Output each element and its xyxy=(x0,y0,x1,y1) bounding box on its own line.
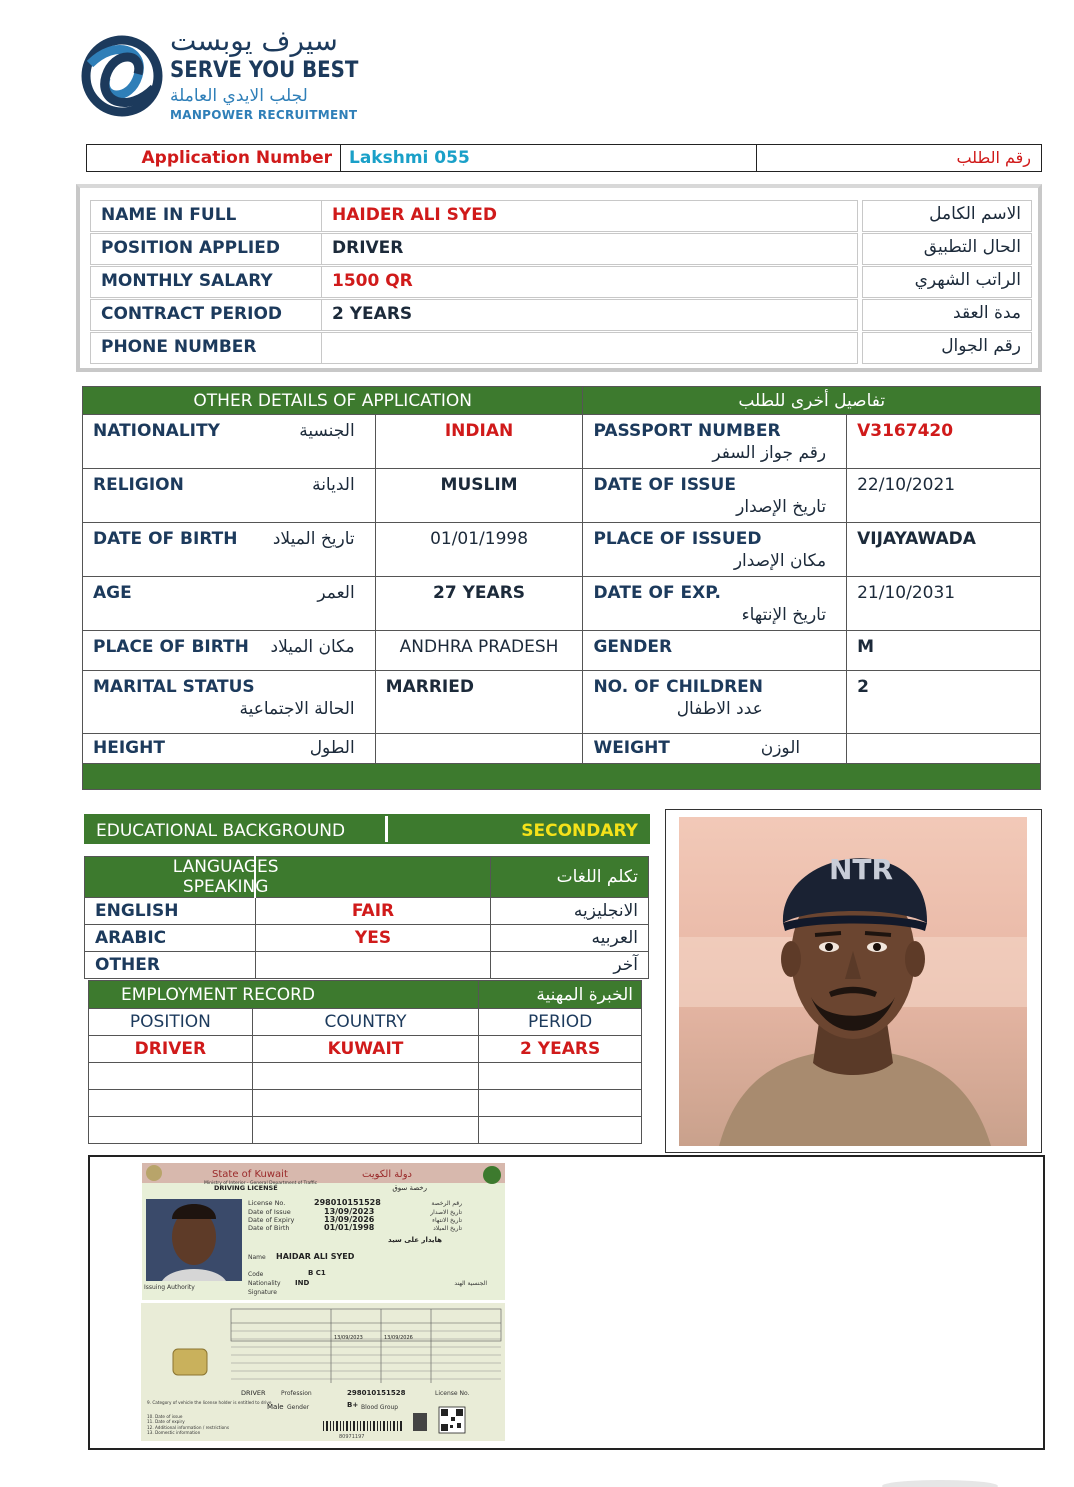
language-row xyxy=(85,952,649,979)
kuwait-emblem-icon xyxy=(146,1165,162,1181)
brand-subtitle-arabic: لجلب الايدي العاملة xyxy=(170,86,308,106)
license-back-gender: Male xyxy=(267,1403,284,1411)
application-number-label-arabic: رقم الطلب xyxy=(956,148,1031,167)
qr-code-icon xyxy=(439,1407,465,1433)
license-barcode-number: 80971197 xyxy=(339,1434,365,1440)
education-label: EDUCATIONAL BACKGROUND xyxy=(86,816,388,842)
detail-row xyxy=(83,415,1041,469)
license-back-expiry-date: 13/09/2026 xyxy=(384,1335,413,1341)
detail-label-arabic: تاريخ الإصدار xyxy=(736,497,827,517)
personal-info-box xyxy=(76,184,1042,372)
employment-period xyxy=(479,1090,642,1117)
detail-label: DATE OF ISSUE تاريخ الإصدار xyxy=(583,469,847,523)
license-doc-title: DRIVING LICENSE xyxy=(214,1184,278,1192)
education-row xyxy=(84,814,650,844)
detail-label: MARITAL STATUS الحالة الاجتماعية xyxy=(83,671,376,734)
application-number-row xyxy=(86,144,1042,172)
license-back-note: 12. Additional information / restrictions xyxy=(147,1425,230,1430)
detail-label: HEIGHT الطول xyxy=(83,734,376,764)
license-back-note: 13. Domestic information xyxy=(147,1430,201,1435)
license-field-value: 13/09/2026 xyxy=(324,1215,375,1224)
license-holder-name: HAIDAR ALI SYED xyxy=(276,1252,355,1261)
license-nationality-label: Nationality xyxy=(248,1280,281,1287)
field-value: 2 YEARS xyxy=(322,299,858,331)
detail-label: NO. OF CHILDREN عدد الاطفال xyxy=(583,671,847,734)
field-label: CONTRACT PERIOD xyxy=(90,299,322,331)
detail-label-arabic: تاريخ الميلاد xyxy=(272,529,355,549)
personal-row xyxy=(90,266,1032,298)
license-field-label: Date of Expiry xyxy=(248,1216,295,1224)
field-label-arabic: الراتب الشهري xyxy=(862,266,1032,298)
detail-label: GENDER xyxy=(583,631,847,671)
language-level: FAIR xyxy=(255,898,490,925)
license-authority: Issuing Authority xyxy=(144,1284,195,1291)
language-name: ENGLISH xyxy=(85,898,256,925)
license-code: B C1 xyxy=(308,1269,326,1277)
detail-label-arabic: الطول xyxy=(309,738,355,758)
detail-label: AGE العمر xyxy=(83,577,376,631)
detail-label-arabic: عدد الاطفال xyxy=(676,699,763,719)
employment-period xyxy=(479,1117,642,1144)
brand-subtitle: MANPOWER RECRUITMENT xyxy=(170,108,358,122)
detail-value: MUSLIM xyxy=(375,469,583,523)
employment-country: KUWAIT xyxy=(252,1036,479,1063)
company-logo-icon xyxy=(76,30,168,122)
detail-label-arabic: الحالة الاجتماعية xyxy=(239,699,355,719)
detail-value xyxy=(847,734,1041,764)
license-nationality-arabic: الجنسية الهند xyxy=(454,1280,487,1287)
detail-value: MARRIED xyxy=(375,671,583,734)
detail-value: 2 xyxy=(847,671,1041,734)
brand-name: SERVE YOU BEST xyxy=(170,58,359,83)
field-label-arabic: مدة العقد xyxy=(862,299,1032,331)
license-code-label: Code xyxy=(248,1271,264,1278)
detail-value: INDIAN xyxy=(375,415,583,469)
detail-value: 22/10/2021 xyxy=(847,469,1041,523)
license-back-note: 9. Category of vehicle the license holder is entitled to drive xyxy=(147,1400,272,1405)
other-details-table xyxy=(82,386,1041,790)
column-header: POSITION xyxy=(89,1009,253,1036)
language-name-arabic: العربيه xyxy=(491,925,649,952)
field-label: MONTHLY SALARY xyxy=(90,266,322,298)
language-name: ARABIC xyxy=(85,925,256,952)
detail-label-arabic: الوزن xyxy=(760,738,801,758)
detail-row xyxy=(83,523,1041,577)
employment-country xyxy=(252,1063,479,1090)
application-number-label: Application Number xyxy=(87,145,341,171)
license-title-arabic: دولة الكويت xyxy=(362,1169,412,1180)
detail-row xyxy=(83,577,1041,631)
detail-label: PLACE OF ISSUED مكان الإصدار xyxy=(583,523,847,577)
license-back-note: 11. Date of expiry xyxy=(147,1419,185,1424)
employment-position xyxy=(89,1063,253,1090)
detail-label-arabic: الديانة xyxy=(312,475,355,495)
field-label: NAME IN FULL xyxy=(90,200,322,232)
license-ministry: Ministry of Interior - General Department of Traffic xyxy=(204,1181,318,1186)
brand-name-arabic: سيرف يوبست xyxy=(170,24,338,57)
field-label-arabic: الاسم الكامل xyxy=(862,200,1032,232)
license-back-blood-label: Blood Group xyxy=(361,1404,399,1411)
detail-label: DATE OF BIRTH تاريخ الميلاد xyxy=(83,523,376,577)
license-doc-title-arabic: رخصة سوق xyxy=(392,1184,427,1192)
detail-value: VIJAYAWADA xyxy=(847,523,1041,577)
detail-row xyxy=(83,734,1041,764)
column-header: COUNTRY xyxy=(252,1009,479,1036)
svg-text:NTR: NTR xyxy=(829,853,894,886)
detail-label: NATIONALITY الجنسية xyxy=(83,415,376,469)
detail-label-arabic: مكان الإصدار xyxy=(733,551,827,571)
ghost-photo-icon xyxy=(413,1413,427,1431)
license-field-label: License No. xyxy=(248,1199,286,1207)
license-name-label: Name xyxy=(248,1254,266,1261)
language-row xyxy=(85,925,649,952)
language-row xyxy=(85,898,649,925)
education-value: SECONDARY xyxy=(521,821,638,841)
personal-row xyxy=(90,200,1032,232)
other-details-header: OTHER DETAILS OF APPLICATION xyxy=(83,387,583,415)
detail-row xyxy=(83,469,1041,523)
license-back-number: 298010151528 xyxy=(347,1389,406,1397)
detail-row xyxy=(83,631,1041,671)
languages-header-label: LANGUAGES SPEAKING xyxy=(85,857,256,898)
personal-row xyxy=(90,299,1032,331)
license-field-value: 298010151528 xyxy=(314,1198,381,1207)
detail-label-arabic: العمر xyxy=(317,583,355,603)
driving-license-back xyxy=(141,1303,505,1441)
detail-value: M xyxy=(847,631,1041,671)
applicant-photo xyxy=(679,817,1027,1146)
field-label-arabic: الحال التطبيق xyxy=(862,233,1032,265)
detail-value: 21/10/2031 xyxy=(847,577,1041,631)
language-level xyxy=(255,952,490,979)
detail-label-arabic: رقم جواز السفر xyxy=(712,443,827,463)
field-value xyxy=(322,332,858,364)
employment-period: 2 YEARS xyxy=(479,1036,642,1063)
field-label: PHONE NUMBER xyxy=(90,332,322,364)
detail-value: 27 YEARS xyxy=(375,577,583,631)
language-name-arabic: آخر xyxy=(491,952,649,979)
detail-label: PASSPORT NUMBER رقم جواز السفر xyxy=(583,415,847,469)
license-field-value: 13/09/2023 xyxy=(324,1207,375,1216)
license-chip-icon xyxy=(173,1349,207,1375)
license-field-label-arabic: تاريخ الاصدار xyxy=(430,1209,462,1216)
license-back-number-label: License No. xyxy=(435,1390,470,1397)
license-title: State of Kuwait xyxy=(212,1169,288,1180)
license-back-issue-date: 13/09/2023 xyxy=(334,1335,363,1341)
detail-value: 01/01/1998 xyxy=(375,523,583,577)
employment-country xyxy=(252,1117,479,1144)
license-nationality: IND xyxy=(295,1279,310,1287)
license-back-note: 10. Date of issue xyxy=(147,1414,183,1419)
employment-position xyxy=(89,1117,253,1144)
detail-label-arabic: مكان الميلاد xyxy=(270,637,355,657)
detail-label-arabic: الجنسية xyxy=(299,421,355,441)
field-label: POSITION APPLIED xyxy=(90,233,322,265)
employment-row xyxy=(89,1090,642,1117)
employment-country xyxy=(252,1090,479,1117)
detail-label-arabic: تاريخ الإنتهاء xyxy=(741,605,827,625)
gcc-emblem-icon xyxy=(483,1166,501,1184)
license-back-profession-label: Profession xyxy=(281,1390,312,1397)
detail-label: DATE OF EXP. تاريخ الإنتهاء xyxy=(583,577,847,631)
detail-label: PLACE OF BIRTH مكان الميلاد xyxy=(83,631,376,671)
detail-label: RELIGION الديانة xyxy=(83,469,376,523)
detail-label: WEIGHT الوزن xyxy=(583,734,847,764)
license-field-value: 01/01/1998 xyxy=(324,1223,375,1232)
license-field-label: Date of Issue xyxy=(248,1208,291,1216)
field-value: 1500 QR xyxy=(322,266,858,298)
employment-row xyxy=(89,1117,642,1144)
employment-table xyxy=(88,980,642,1144)
language-level: YES xyxy=(255,925,490,952)
detail-row xyxy=(83,671,1041,734)
employment-header-label: EMPLOYMENT RECORD xyxy=(89,981,479,1009)
employment-row xyxy=(89,1063,642,1090)
green-divider-bar xyxy=(83,764,1041,790)
column-header: PERIOD xyxy=(479,1009,642,1036)
language-name-arabic: الانجليزيه xyxy=(491,898,649,925)
languages-table xyxy=(84,856,649,979)
driving-license-front xyxy=(142,1163,505,1300)
employment-position xyxy=(89,1090,253,1117)
employment-columns xyxy=(89,1009,642,1036)
employment-period xyxy=(479,1063,642,1090)
license-signature-label: Signature xyxy=(248,1289,277,1296)
personal-row xyxy=(90,332,1032,364)
other-details-header-arabic: تفاصيل أخرى للطلب xyxy=(583,387,1041,415)
scan-smudge xyxy=(880,1468,1000,1487)
employment-header-arabic: الخبرة المهنية xyxy=(479,981,642,1009)
license-back-profession: DRIVER xyxy=(241,1389,266,1397)
detail-value: V3167420 xyxy=(847,415,1041,469)
license-field-label-arabic: رقم الرخصة xyxy=(431,1200,462,1207)
license-back-blood: B+ xyxy=(347,1401,359,1409)
personal-row xyxy=(90,233,1032,265)
license-field-label: Date of Birth xyxy=(248,1224,290,1232)
field-label-arabic: رقم الجوال xyxy=(862,332,1032,364)
detail-value: ANDHRA PRADESH xyxy=(375,631,583,671)
license-holder-name-arabic: هايدار على سيد xyxy=(388,1236,442,1244)
employment-header xyxy=(89,981,642,1009)
employment-row xyxy=(89,1036,642,1063)
languages-header xyxy=(85,857,649,898)
language-name: OTHER xyxy=(85,952,256,979)
detail-value xyxy=(375,734,583,764)
languages-header-arabic: تكلم اللغات xyxy=(491,857,649,898)
field-value: DRIVER xyxy=(322,233,858,265)
field-value: HAIDER ALI SYED xyxy=(322,200,858,232)
license-back-gender-label: Gender xyxy=(287,1404,310,1411)
license-field-label-arabic: تاريخ الانتهاء xyxy=(432,1217,462,1224)
employment-position: DRIVER xyxy=(89,1036,253,1063)
license-field-label-arabic: تاريخ الميلاد xyxy=(433,1225,462,1232)
application-number-value: Lakshmi 055 xyxy=(341,145,757,171)
